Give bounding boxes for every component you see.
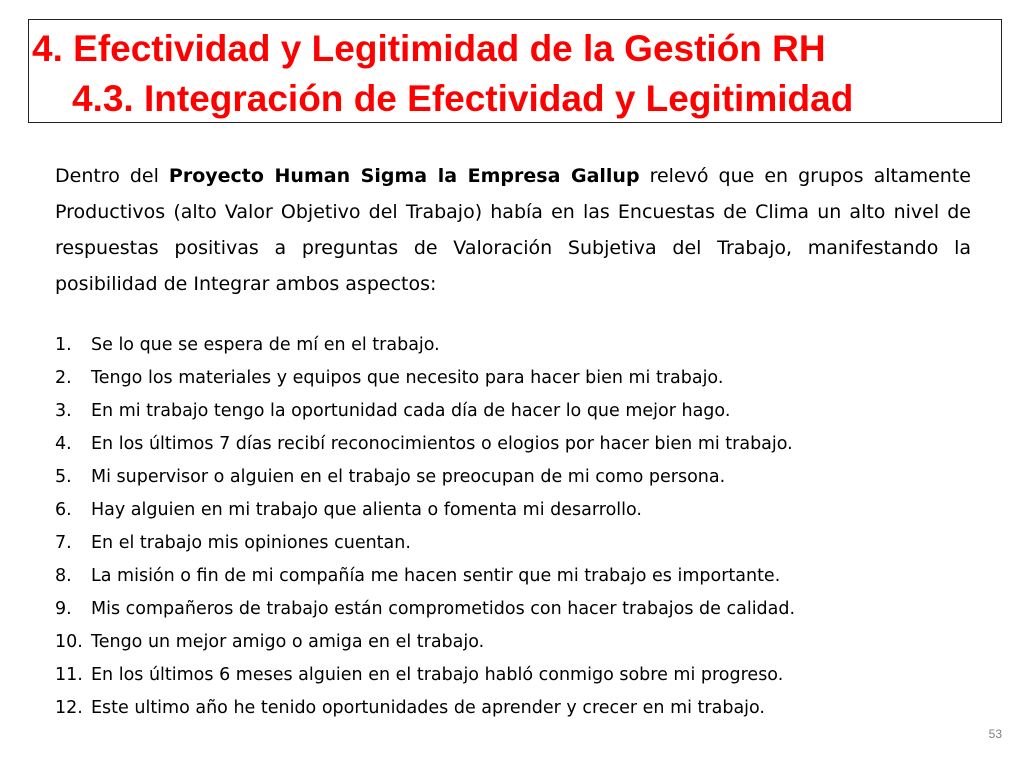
item-text: En los últimos 7 días recibí reconocimientos o elogios por hacer bien mi trabajo.: [91, 434, 793, 454]
list-item: [55, 395, 795, 428]
intro-bold: Proyecto Human Sigma la Empresa Gallup: [168, 165, 640, 187]
list-item: [55, 329, 795, 362]
item-text: Se lo que se espera de mí en el trabajo.: [91, 335, 440, 355]
item-number: 6.: [55, 500, 72, 520]
item-text: Mis compañeros de trabajo están comprometidos con hacer trabajos de calidad.: [91, 599, 796, 619]
list-item: [55, 692, 795, 725]
item-number: 12.: [55, 698, 83, 718]
item-text: Hay alguien en mi trabajo que alienta o fomenta mi desarrollo.: [91, 500, 642, 520]
item-text: Este ultimo año he tenido oportunidades de aprender y crecer en mi trabajo.: [91, 698, 765, 718]
item-text: Mi supervisor o alguien en el trabajo se preocupan de mi como persona.: [91, 467, 726, 487]
item-text: Tengo un mejor amigo o amiga en el trabajo.: [91, 632, 485, 652]
intro-prefix: Dentro del: [55, 165, 169, 187]
item-text: La misión o fin de mi compañía me hacen sentir que mi trabajo es importante.: [91, 566, 781, 586]
intro-suffix: relevó que en grupos altamente Productivos (alto Valor Objetivo del Trabajo) había en las Encuestas de Clima un alto nivel de respuestas positivas a preguntas de Valoración Subjetiva del Trabajo, manifestando la posibilidad de Integrar ambos aspectos:: [55, 165, 971, 295]
item-number: 9.: [55, 599, 72, 619]
list-item: [55, 461, 795, 494]
list-item: [55, 527, 795, 560]
item-text: En mi trabajo tengo la oportunidad cada día de hacer lo que mejor hago.: [91, 401, 731, 421]
survey-items-list: [55, 329, 795, 725]
intro-paragraph: [55, 158, 971, 302]
item-text: En el trabajo mis opiniones cuentan.: [91, 533, 411, 553]
item-number: 5.: [55, 467, 72, 487]
slide-title: 4. Efectividad y Legitimidad de la Gestión RH: [32, 28, 826, 69]
item-text: En los últimos 6 meses alguien en el trabajo habló conmigo sobre mi progreso.: [91, 665, 784, 685]
item-number: 1.: [55, 335, 72, 355]
item-number: 2.: [55, 368, 72, 388]
list-item: [55, 593, 795, 626]
item-number: 10.: [55, 632, 83, 652]
item-number: 3.: [55, 401, 72, 421]
item-text: Tengo los materiales y equipos que necesito para hacer bien mi trabajo.: [91, 368, 724, 388]
list-item: [55, 560, 795, 593]
item-number: 7.: [55, 533, 72, 553]
slide-subtitle: 4.3. Integración de Efectividad y Legitimidad: [72, 78, 854, 119]
item-number: 11.: [55, 665, 83, 685]
title-box: [28, 19, 1002, 123]
list-item: [55, 659, 795, 692]
list-item: [55, 626, 795, 659]
item-number: 8.: [55, 566, 72, 586]
list-item: [55, 494, 795, 527]
page-number: 53: [988, 727, 1002, 741]
list-item: [55, 362, 795, 395]
list-item: [55, 428, 795, 461]
item-number: 4.: [55, 434, 72, 454]
